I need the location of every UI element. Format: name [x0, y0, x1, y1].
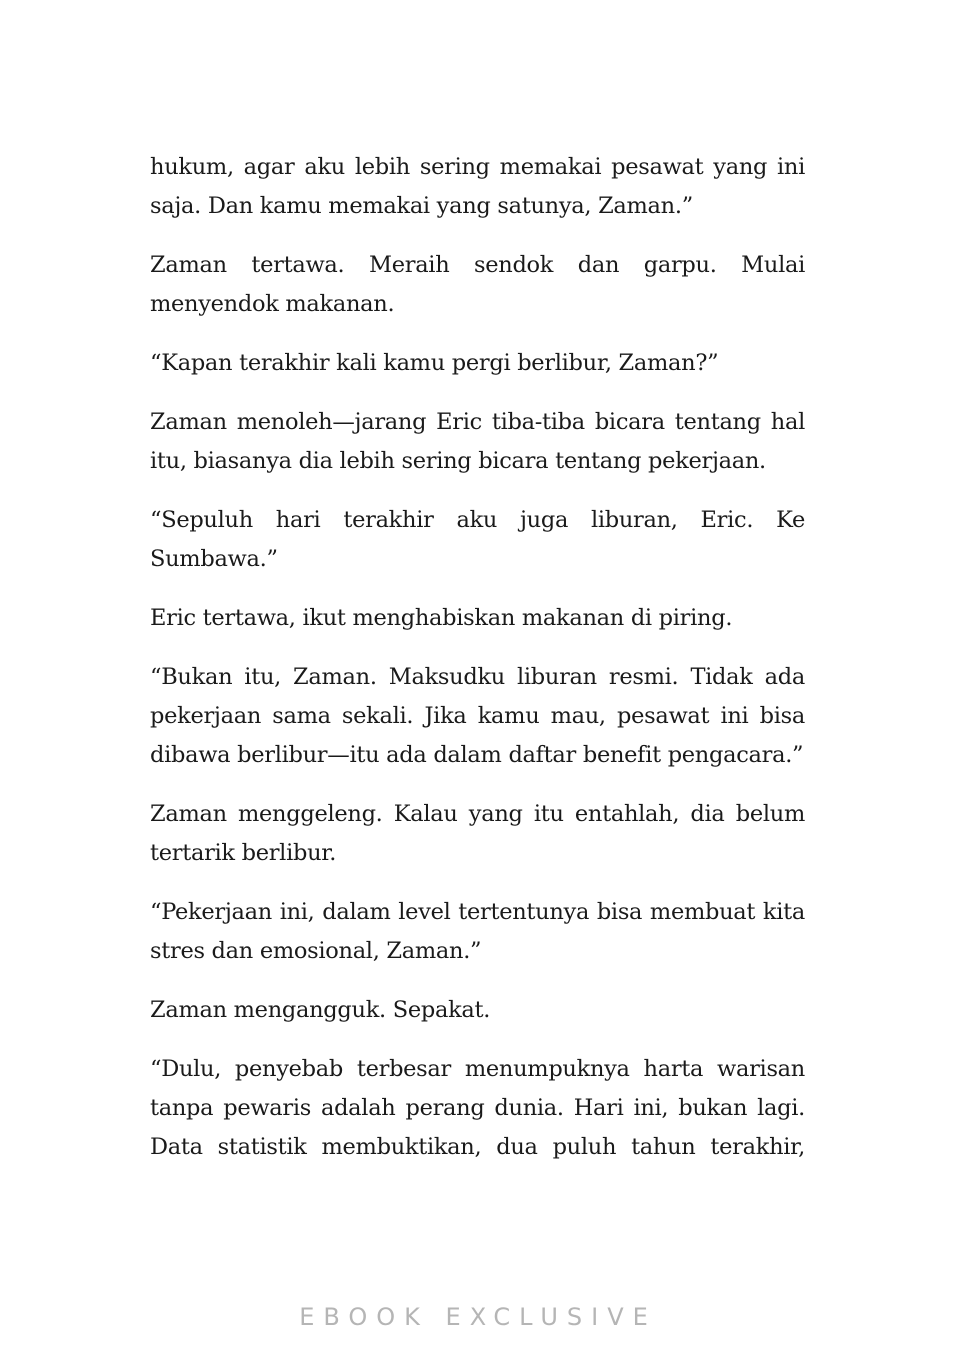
paragraph-6: Eric tertawa, ikut menghabiskan makanan di piring. [150, 605, 733, 631]
paragraph-8: Zaman menggeleng. Kalau yang itu entahlah, dia belum tertarik berlibur. [150, 801, 805, 866]
paragraph-1: hukum, agar aku lebih sering memakai pesawat yang ini saja. Dan kamu memakai yang satunya, Zaman.” [150, 154, 805, 219]
footer-watermark: EBOOK EXCLUSIVE [299, 1303, 657, 1331]
paragraph-9: “Pekerjaan ini, dalam level tertentunya bisa membuat kita stres dan emosional, Zaman.” [150, 899, 805, 964]
page-body [150, 148, 805, 1187]
paragraph-3: “Kapan terakhir kali kamu pergi berlibur, Zaman?” [150, 350, 719, 376]
paragraph-11: “Dulu, penyebab terbesar menumpuknya harta warisan tanpa pewaris adalah perang dunia. Hari ini, bukan lagi. Data statistik membuktikan, dua puluh tahun terakhir, [150, 1056, 805, 1160]
paragraph-4: Zaman menoleh—jarang Eric tiba-tiba bicara tentang hal itu, biasanya dia lebih sering bicara tentang pekerjaan. [150, 409, 805, 474]
paragraph-2: Zaman tertawa. Meraih sendok dan garpu. Mulai menyendok makanan. [150, 252, 805, 317]
paragraph-10: Zaman mengangguk. Sepakat. [150, 997, 491, 1023]
paragraph-5: “Sepuluh hari terakhir aku juga liburan, Eric. Ke Sumbawa.” [150, 507, 805, 572]
paragraph-7: “Bukan itu, Zaman. Maksudku liburan resmi. Tidak ada pekerjaan sama sekali. Jika kamu mau, pesawat ini bisa dibawa berlibur—itu ada dalam daftar benefit pengacara.” [150, 664, 805, 768]
